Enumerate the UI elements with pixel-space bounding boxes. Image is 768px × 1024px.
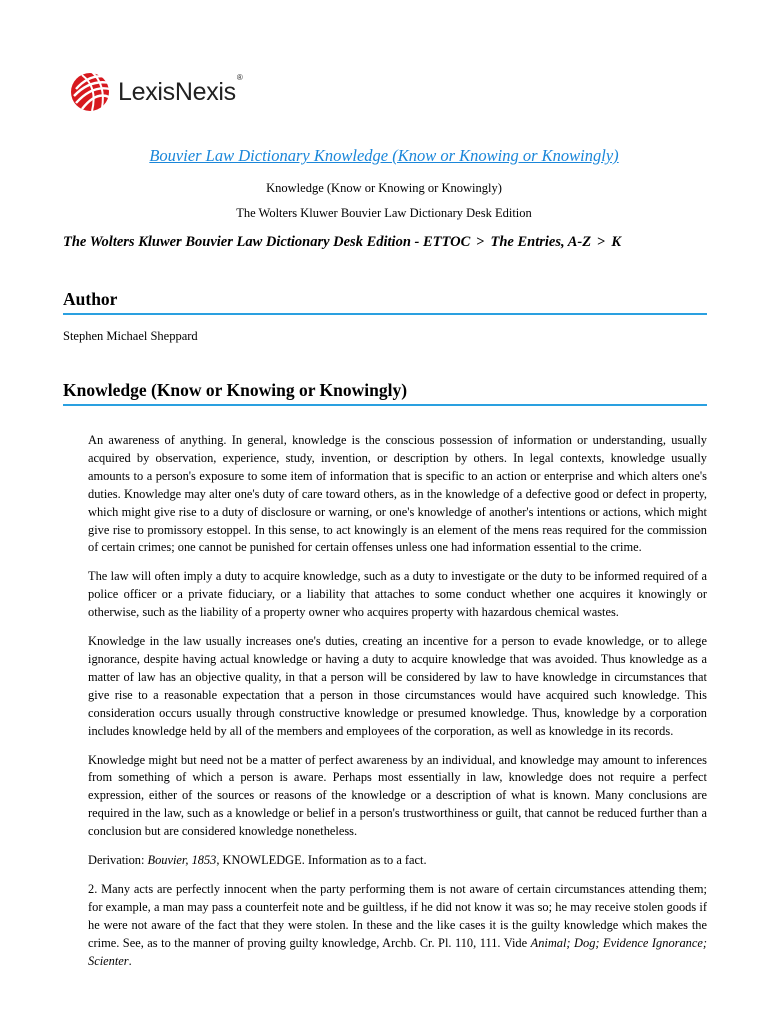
cross-references: Animal; Dog; Evidence Ignorance; Scienter [88,935,707,968]
paragraph: 2. Many acts are perfectly innocent when the party performing them is not aware of certain circumstances attending them; for example, a man may pass a counterfeit note and be guiltless, if he did not know it was so; he may receive stolen goods if he were not aware of the fact that they were stolen. In these and the like cases it is the guilty knowledge which makes the crime. See, as to the manner of proving guilty knowledge, Archb. Cr. Pl. 110, 111. Vide Animal; Dog; Evidence Ignorance; Scienter. [88,881,707,968]
lexisnexis-knot-icon [68,67,114,113]
document-edition: The Wolters Kluwer Bouvier Law Dictionary Desk Edition [236,206,532,220]
author-heading: Author [63,289,707,315]
document-subtitle: Knowledge (Know or Knowing or Knowingly) [266,181,502,195]
breadcrumb-item: The Entries, A-Z [490,234,592,250]
breadcrumb-item: The Wolters Kluwer Bouvier Law Dictionary Desk Edition - ETTOC [63,234,471,250]
entry-heading: Knowledge (Know or Knowing or Knowingly) [63,380,707,406]
document-title-link[interactable]: Bouvier Law Dictionary Knowledge (Know or Knowing or Knowingly) [149,146,619,165]
derivation-paragraph: Derivation: Bouvier, 1853, KNOWLEDGE. Information as to a fact. [88,853,427,868]
breadcrumb-separator: > [597,234,606,250]
lexisnexis-logo [68,66,242,114]
breadcrumb-separator: > [476,234,485,250]
logo-wordmark: LexisNexis® [118,73,243,106]
paragraph: Knowledge in the law usually increases one's duties, creating an incentive for a person to evade knowledge, or to allege ignorance, despite having actual knowledge or having a duty to acquire knowledge that was avoided. Thus knowledge as a matter of law has an objective quality, in that a person will be considered by law to have knowledge in circumstances that give rise to a reasonable expectation that a person in those circumstances would have acquired such knowledge. This consideration occurs usually through constructive knowledge or presumed knowledge. Thus, knowledge by a corporation includes knowledge held by all of the members and employees of the corporation, as well as knowledge in its records. [88,634,707,738]
entry-body [88,432,707,970]
paragraph: The law will often imply a duty to acquire knowledge, such as a duty to investigate or the duty to be informed required of a police officer or a private fiduciary, or a liability that attaches to some conduct whether one acquires it knowingly or otherwise, such as the liability of a property owner who acquires property with hazardous chemical wastes. [88,569,707,620]
derivation-source: Bouvier, 1853 [147,853,217,868]
breadcrumb-item: K [611,234,622,250]
paragraph: Knowledge might but need not be a matter of perfect awareness by an individual, and knowledge may amount to inferences from something of which a person is aware. Perhaps most essentially in law, knowledge does not require a perfect expression, either of the sources or reasons of the knowledge or a description of what is known. Many conclusions are required in the law, such as a knowledge or belief in a person's trustworthiness or guilt, that cannot be reduced further than a conclusion but are considered knowledge nonetheless. [88,752,707,839]
paragraph: An awareness of anything. In general, knowledge is the conscious possession of information or understanding, usually acquired by observation, experience, study, invention, or description by others. In legal contexts, knowledge usually amounts to a person's exposure to some item of information that is specific to an action or enterprise and which alters one's duties. Knowledge may alter one's duty of care toward others, as in the knowledge of a defective good or defect in property, which might give rise to a duty of disclosure or warning, or one's knowledge of another's intentions or actions, which might give rise to promissory estoppel. In this sense, to act knowingly is an element of the mens reas required for the commission of certain crimes; one cannot be punished for certain offenses unless one had information essential to the crime. [88,433,707,555]
author-name: Stephen Michael Sheppard [63,329,198,343]
breadcrumb [63,234,621,251]
